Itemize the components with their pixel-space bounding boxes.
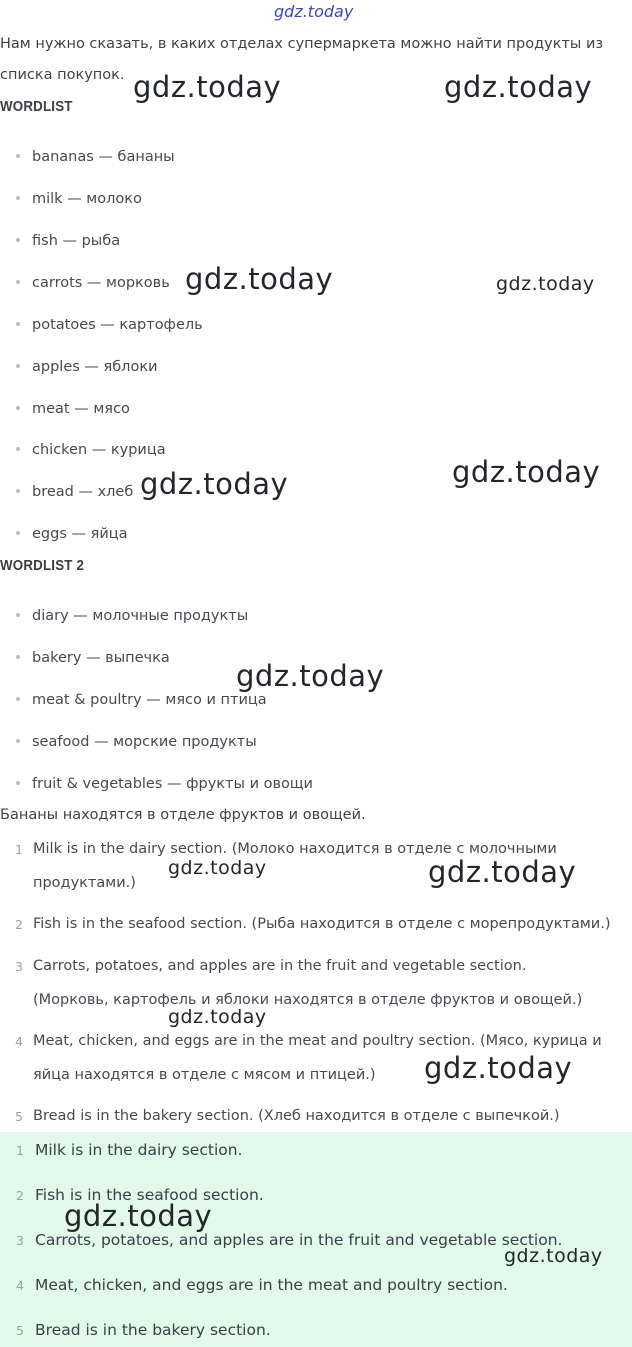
bullet-icon xyxy=(16,364,20,368)
watermark: gdz.today xyxy=(428,855,577,889)
list-item: fruit & vegetables — фрукты и овощи xyxy=(16,776,313,792)
bullet-icon xyxy=(16,447,20,451)
bullet-icon xyxy=(16,739,20,743)
bullet-icon xyxy=(16,781,20,785)
intro-line-1: Нам нужно сказать, в каких отделах супермаркета можно найти продукты из xyxy=(0,36,604,52)
list-item: bananas — бананы xyxy=(16,149,175,165)
watermark: gdz.today xyxy=(504,1245,603,1267)
watermark: gdz.today xyxy=(452,455,601,489)
bullet-icon xyxy=(16,154,20,158)
watermark-top: gdz.today xyxy=(274,2,354,21)
watermark: gdz.today xyxy=(424,1051,573,1085)
translation-item: 3 Carrots, potatoes, and apples are in the fruit and vegetable section. (Морковь, картофель и яблоки находятся в отделе фруктов и овощей.) xyxy=(15,958,583,1008)
watermark: gdz.today xyxy=(133,70,282,104)
list-item: milk — молоко xyxy=(16,191,142,207)
bullet-icon xyxy=(16,238,20,242)
translation-item: 5 Bread is in the bakery section. (Хлеб находится в отделе с выпечкой.) xyxy=(15,1108,560,1124)
list-item: meat — мясо xyxy=(16,401,130,417)
bullet-icon xyxy=(16,322,20,326)
bullet-icon xyxy=(16,406,20,410)
watermark: gdz.today xyxy=(236,659,385,693)
list-item: eggs — яйца xyxy=(16,526,128,542)
example-sentence: Бананы находятся в отделе фруктов и овощей. xyxy=(0,807,366,823)
list-item: meat & poultry — мясо и птица xyxy=(16,692,267,708)
watermark: gdz.today xyxy=(168,857,267,879)
list-item: carrots — морковь xyxy=(16,275,170,291)
bullet-icon xyxy=(16,697,20,701)
list-item: fish — рыба xyxy=(16,233,120,249)
list-item: diary — молочные продукты xyxy=(16,608,248,624)
bullet-icon xyxy=(16,655,20,659)
answer-box: 1 Milk is in the dairy section. 2 Fish is in the seafood section. 3 Carrots, potatoes, and apples are in the fruit and vegetable section. 4 Meat, chicken, and eggs are in the meat and poultry section. 5 Bread is in the bakery section. xyxy=(0,1132,632,1347)
watermark: gdz.today xyxy=(496,273,595,295)
list-item: chicken — курица xyxy=(16,442,166,458)
watermark: gdz.today xyxy=(168,1006,267,1028)
list-item: potatoes — картофель xyxy=(16,317,203,333)
list-item: bakery — выпечка xyxy=(16,650,170,666)
bullet-icon xyxy=(16,489,20,493)
watermark: gdz.today xyxy=(140,467,289,501)
translation-item: 1 Milk is in the dairy section. (Молоко находится в отделе с молочными продуктами.) xyxy=(15,841,557,891)
bullet-icon xyxy=(16,531,20,535)
intro-line-2: списка покупок. xyxy=(0,67,125,83)
list-item: apples — яблоки xyxy=(16,359,158,375)
list-item: seafood — морские продукты xyxy=(16,734,257,750)
bullet-icon xyxy=(16,280,20,284)
wordlist-heading: WORDLIST xyxy=(0,99,73,115)
watermark: gdz.today xyxy=(185,262,334,296)
bullet-icon xyxy=(16,613,20,617)
translation-item: 2 Fish is in the seafood section. (Рыба находится в отделе с морепродуктами.) xyxy=(15,916,611,932)
watermark: gdz.today xyxy=(64,1199,213,1233)
list-item: bread — хлеб xyxy=(16,484,133,500)
wordlist-2-heading: WORDLIST 2 xyxy=(0,558,85,574)
translation-item: 4 Meat, chicken, and eggs are in the meat and poultry section. (Мясо, курица и яйца находятся в отделе с мясом и птицей.) xyxy=(15,1033,602,1083)
bullet-icon xyxy=(16,196,20,200)
watermark: gdz.today xyxy=(444,70,593,104)
